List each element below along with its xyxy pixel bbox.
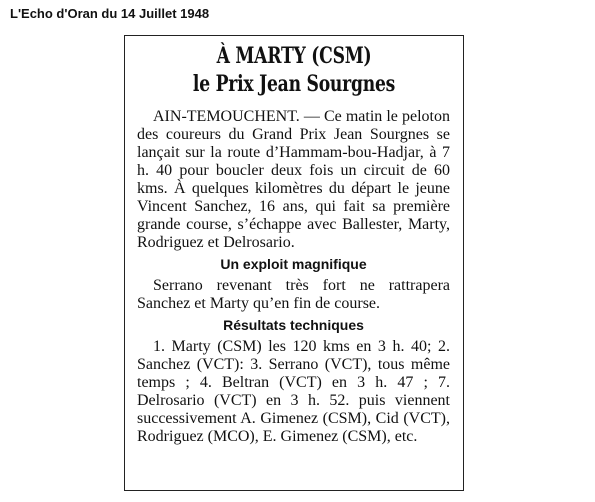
paragraph-serrano: Serrano revenant très fort ne rattrapera Sanchez et Marty qu’en fin de course.	[137, 277, 450, 312]
article-box	[124, 35, 464, 491]
headline-line-1: À MARTY (CSM)	[216, 43, 372, 69]
paragraph-results: 1. Marty (CSM) les 120 kms en 3 h. 40; 2. Sanchez (VCT): 3. Serrano (VCT), tous même temps ; 4. Beltran (VCT) en 3 h. 47 ; 7. Delrosario (VCT) en 3 h. 52. puis viennent successivement A. Gimenez (CSM), Cid (VCT), Rodriguez (MCO), E. Gimenez (CSM), etc.	[137, 338, 450, 445]
paragraph-intro: AIN-TEMOUCHENT. — Ce matin le peloton des coureurs du Grand Prix Jean Sourgnes se lançait sur la route d’Hammam-bou-Hadjar, à 7 h. 40 pour boucler deux fois un circuit de 60 kms. À quelques kilomètres du départ le jeune Vincent Sanchez, 16 ans, qui fait sa première grande course, s’échappe avec Ballester, Marty, Rodriguez et Delrosario.	[137, 108, 450, 251]
headline-line-2: le Prix Jean Sourgnes	[192, 71, 396, 97]
subheading-results: Résultats techniques	[223, 317, 364, 333]
subheading-exploit: Un exploit magnifique	[220, 256, 367, 272]
article-body	[137, 108, 450, 446]
newspaper-source-line: L'Echo d'Oran du 14 Juillet 1948	[10, 6, 210, 21]
